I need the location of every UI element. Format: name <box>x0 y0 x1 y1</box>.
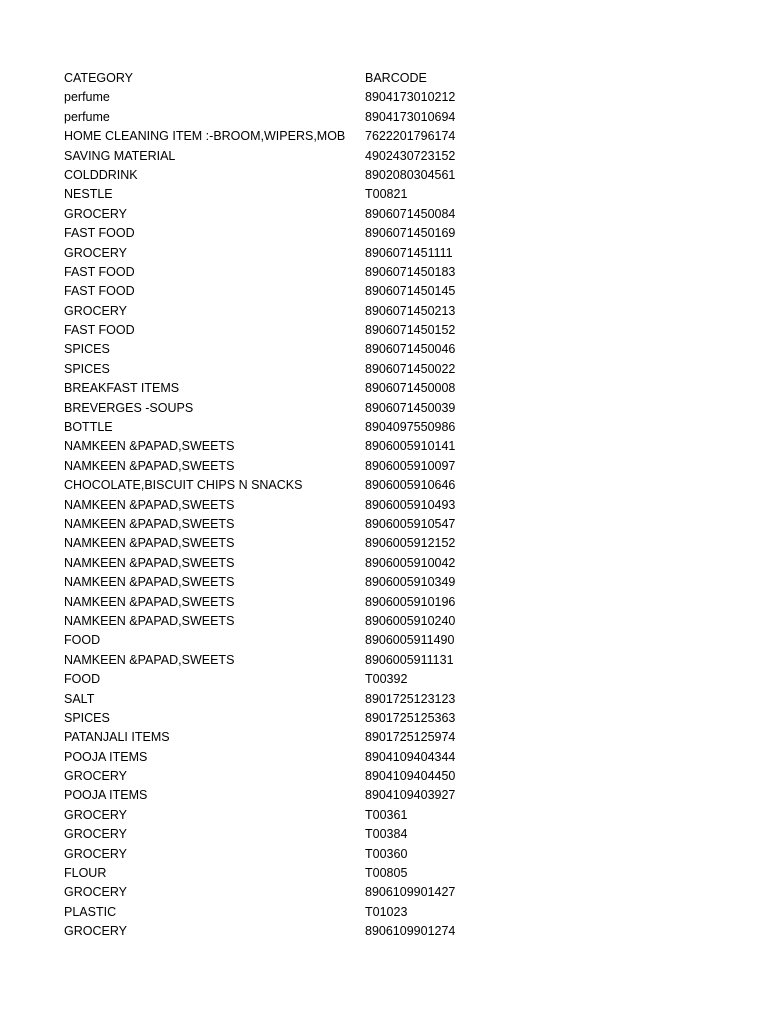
barcode-cell: 8904173010694 <box>365 109 456 124</box>
table-row <box>64 631 524 650</box>
barcode-cell: 8901725123123 <box>365 691 456 706</box>
category-barcode-table <box>64 69 524 942</box>
category-cell: GROCERY <box>64 827 127 842</box>
category-cell: BREVERGES -SOUPS <box>64 400 194 415</box>
category-cell: perfume <box>64 90 110 105</box>
barcode-column-header: BARCODE <box>365 71 427 85</box>
table-body <box>64 88 524 941</box>
category-cell: NAMKEEN &PAPAD,SWEETS <box>64 536 235 551</box>
barcode-cell: 8906071450039 <box>365 400 456 415</box>
table-row <box>64 282 524 301</box>
barcode-cell: 8906071450183 <box>365 264 456 279</box>
table-row <box>64 244 524 263</box>
category-cell: POOJA ITEMS <box>64 788 148 803</box>
table-row <box>64 496 524 515</box>
barcode-cell: 8906005910240 <box>365 613 456 628</box>
category-cell: NAMKEEN &PAPAD,SWEETS <box>64 652 235 667</box>
table-row <box>64 127 524 146</box>
table-row <box>64 883 524 902</box>
category-cell: FOOD <box>64 672 101 687</box>
category-cell: NAMKEEN &PAPAD,SWEETS <box>64 439 235 454</box>
barcode-cell: 8906005911131 <box>365 652 454 667</box>
table-row <box>64 340 524 359</box>
barcode-cell: 8906005910196 <box>365 594 456 609</box>
barcode-cell: T00360 <box>365 846 408 861</box>
category-cell: SAVING MATERIAL <box>64 148 176 163</box>
category-column-header: CATEGORY <box>64 71 133 85</box>
table-row <box>64 728 524 747</box>
table-row <box>64 476 524 495</box>
barcode-cell: 8901725125363 <box>365 710 456 725</box>
table-row <box>64 515 524 534</box>
table-row <box>64 224 524 243</box>
barcode-cell: T00361 <box>365 807 408 822</box>
barcode-cell: 8904097550986 <box>365 420 456 435</box>
category-cell: SPICES <box>64 342 110 357</box>
category-cell: FOOD <box>64 633 101 648</box>
category-cell: GROCERY <box>64 303 127 318</box>
category-cell: SPICES <box>64 710 110 725</box>
table-row <box>64 88 524 107</box>
table-row <box>64 612 524 631</box>
barcode-cell: 8904109404450 <box>365 769 456 784</box>
category-cell: BREAKFAST ITEMS <box>64 381 180 396</box>
table-row <box>64 263 524 282</box>
category-cell: CHOCOLATE,BISCUIT CHIPS N SNACKS <box>64 478 303 493</box>
category-cell: NAMKEEN &PAPAD,SWEETS <box>64 458 235 473</box>
category-cell: NAMKEEN &PAPAD,SWEETS <box>64 575 235 590</box>
barcode-cell: T00805 <box>365 866 408 881</box>
table-row <box>64 302 524 321</box>
barcode-cell: 8904109404344 <box>365 749 456 764</box>
category-cell: GROCERY <box>64 206 127 221</box>
barcode-cell: 4902430723152 <box>365 148 456 163</box>
category-cell: COLDDRINK <box>64 167 138 182</box>
category-cell: FAST FOOD <box>64 323 135 338</box>
category-cell: NESTLE <box>64 187 113 202</box>
table-row <box>64 748 524 767</box>
table-row <box>64 709 524 728</box>
barcode-cell: 8906071450145 <box>365 284 456 299</box>
barcode-cell: 8906071450084 <box>365 206 456 221</box>
category-cell: HOME CLEANING ITEM :-BROOM,WIPERS,MOB <box>64 129 346 144</box>
category-cell: NAMKEEN &PAPAD,SWEETS <box>64 497 235 512</box>
barcode-cell: 8904173010212 <box>365 90 456 105</box>
category-cell: FAST FOOD <box>64 284 135 299</box>
table-row <box>64 573 524 592</box>
barcode-cell: 7622201796174 <box>365 129 456 144</box>
category-cell: GROCERY <box>64 885 127 900</box>
table-row <box>64 767 524 786</box>
category-cell: BOTTLE <box>64 420 113 435</box>
barcode-cell: 8906005910349 <box>365 575 456 590</box>
table-row <box>64 593 524 612</box>
table-row <box>64 922 524 941</box>
category-cell: GROCERY <box>64 245 127 260</box>
barcode-cell: 8901725125974 <box>365 730 456 745</box>
table-row <box>64 651 524 670</box>
category-cell: GROCERY <box>64 846 127 861</box>
table-row <box>64 457 524 476</box>
barcode-cell: T00821 <box>365 187 408 202</box>
barcode-cell: T00384 <box>365 827 408 842</box>
barcode-cell: 8906071450022 <box>365 361 456 376</box>
barcode-cell: 8906071450008 <box>365 381 456 396</box>
category-cell: SPICES <box>64 361 110 376</box>
barcode-cell: 8906071451111 <box>365 245 453 260</box>
category-cell: GROCERY <box>64 807 127 822</box>
table-row <box>64 166 524 185</box>
category-cell: GROCERY <box>64 924 127 939</box>
table-row <box>64 864 524 883</box>
barcode-cell: 8906005911490 <box>365 633 455 648</box>
category-cell: FLOUR <box>64 866 107 881</box>
table-row <box>64 399 524 418</box>
table-row <box>64 205 524 224</box>
barcode-cell: 8906005910493 <box>365 497 456 512</box>
category-cell: FAST FOOD <box>64 264 135 279</box>
table-row <box>64 147 524 166</box>
category-cell: PLASTIC <box>64 904 117 919</box>
category-cell: PATANJALI ITEMS <box>64 730 170 745</box>
barcode-cell: 8906005910097 <box>365 458 456 473</box>
barcode-cell: 8906071450046 <box>365 342 456 357</box>
table-row <box>64 903 524 922</box>
table-row <box>64 806 524 825</box>
barcode-cell: 8906005910042 <box>365 555 456 570</box>
barcode-cell: T01023 <box>365 904 408 919</box>
category-cell: FAST FOOD <box>64 226 135 241</box>
category-cell: NAMKEEN &PAPAD,SWEETS <box>64 613 235 628</box>
barcode-cell: 8906071450169 <box>365 226 456 241</box>
category-cell: POOJA ITEMS <box>64 749 148 764</box>
barcode-cell: 8906005910141 <box>365 439 456 454</box>
barcode-cell: 8906071450213 <box>365 303 456 318</box>
barcode-cell: 8906005912152 <box>365 536 456 551</box>
table-row <box>64 825 524 844</box>
table-row <box>64 437 524 456</box>
table-row <box>64 418 524 437</box>
table-row <box>64 554 524 573</box>
category-cell: perfume <box>64 109 110 124</box>
barcode-cell: 8906109901274 <box>365 924 456 939</box>
barcode-cell: 8906071450152 <box>365 323 456 338</box>
table-row <box>64 379 524 398</box>
table-row <box>64 690 524 709</box>
table-header-row <box>64 69 524 88</box>
category-cell: GROCERY <box>64 769 127 784</box>
table-row <box>64 185 524 204</box>
table-row <box>64 670 524 689</box>
barcode-cell: 8902080304561 <box>365 167 456 182</box>
table-row <box>64 360 524 379</box>
barcode-cell: 8904109403927 <box>365 788 456 803</box>
category-cell: NAMKEEN &PAPAD,SWEETS <box>64 516 235 531</box>
table-row <box>64 845 524 864</box>
table-row <box>64 534 524 553</box>
category-cell: NAMKEEN &PAPAD,SWEETS <box>64 594 235 609</box>
barcode-cell: 8906109901427 <box>365 885 456 900</box>
barcode-cell: 8906005910547 <box>365 516 456 531</box>
barcode-cell: T00392 <box>365 672 408 687</box>
category-cell: SALT <box>64 691 95 706</box>
table-row <box>64 321 524 340</box>
table-row <box>64 108 524 127</box>
barcode-cell: 8906005910646 <box>365 478 456 493</box>
category-cell: NAMKEEN &PAPAD,SWEETS <box>64 555 235 570</box>
table-row <box>64 786 524 805</box>
